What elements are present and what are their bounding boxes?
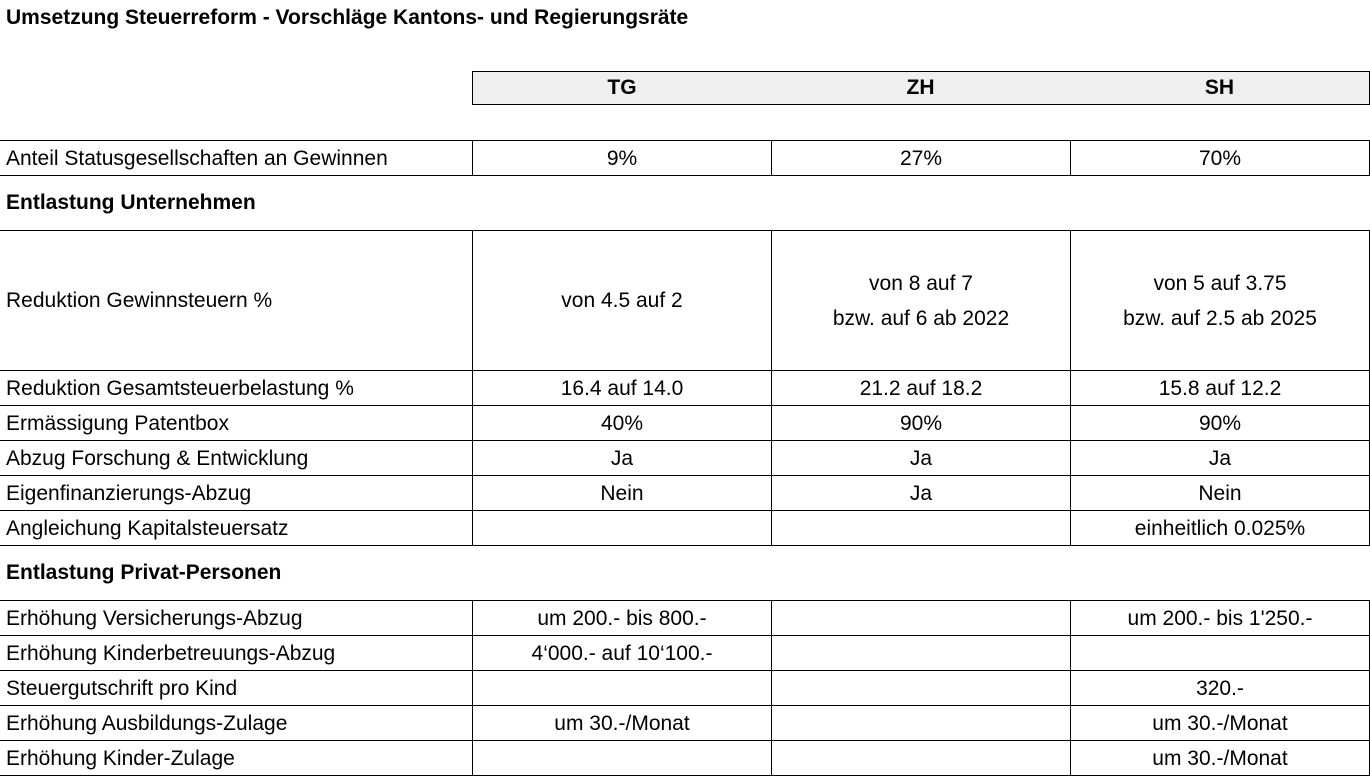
- table-row: [0, 706, 1370, 741]
- cell-text: 320.-: [1196, 676, 1244, 700]
- row-label: Erhöhung Kinder-Zulage: [6, 746, 235, 770]
- cell-sh: [1070, 636, 1370, 670]
- cell-zh: [771, 406, 1070, 440]
- section-heading-private: Entlastung Privat-Personen: [6, 561, 282, 584]
- cell-text: Ja: [1208, 446, 1232, 470]
- row-label: Anteil Statusgesellschaften an Gewinnen: [6, 146, 388, 170]
- cell-tg: [472, 476, 771, 510]
- table-row: [0, 741, 1370, 776]
- cell-tg: [472, 706, 771, 740]
- cell-sh: [1070, 601, 1370, 635]
- cell-zh: [771, 441, 1070, 475]
- cell-zh: [771, 706, 1070, 740]
- row-label: Steuergutschrift pro Kind: [6, 676, 238, 700]
- cell-sh: [1070, 371, 1370, 405]
- cell-text: um 30.-/Monat: [1152, 711, 1288, 735]
- cell-text: Ja: [909, 446, 933, 470]
- cell-text: 21.2 auf 18.2: [859, 376, 983, 400]
- cell-tg: [472, 511, 771, 545]
- cell-text: um 200.- bis 800.-: [537, 606, 707, 630]
- cell-text: Ja: [610, 446, 634, 470]
- table-row: [0, 511, 1370, 546]
- cell-sh: [1070, 671, 1370, 705]
- column-header-tg: TG: [472, 71, 772, 105]
- cell-tg: [472, 671, 771, 705]
- cell-text: von 5 auf 3.75: [1153, 271, 1287, 295]
- table-row: [0, 476, 1370, 511]
- cell-sh: [1070, 706, 1370, 740]
- cell-zh: [771, 671, 1070, 705]
- cell-text: von 8 auf 7: [869, 271, 973, 295]
- cell-sh: [1070, 406, 1370, 440]
- cell-tg: [472, 741, 771, 775]
- cell-text: um 30.-/Monat: [554, 711, 690, 735]
- table-row: [0, 141, 1370, 176]
- page-title: Umsetzung Steuerreform - Vorschläge Kantons- und Regierungsräte: [6, 6, 689, 29]
- cell-zh: [771, 231, 1070, 370]
- cell-tg: [472, 231, 771, 370]
- table-row: [0, 671, 1370, 706]
- row-label: Reduktion Gewinnsteuern %: [6, 289, 273, 312]
- cell-text: von 4.5 auf 2: [561, 289, 683, 312]
- cell-text: Nein: [600, 481, 644, 505]
- cell-text: 40%: [600, 411, 644, 435]
- cell-sh: [1070, 441, 1370, 475]
- cell-text: um 30.-/Monat: [1152, 746, 1288, 770]
- table-row: [0, 441, 1370, 476]
- row-label: Eigenfinanzierungs-Abzug: [6, 481, 252, 505]
- cell-sh: [1070, 511, 1370, 545]
- row-label: Ermässigung Patentbox: [6, 411, 229, 435]
- cell-tg: [472, 441, 771, 475]
- cell-zh: [771, 636, 1070, 670]
- table-row: [0, 636, 1370, 671]
- row-label: Reduktion Gesamtsteuerbelastung %: [6, 376, 354, 400]
- table-row: [0, 601, 1370, 636]
- cell-text: einheitlich 0.025%: [1134, 516, 1306, 540]
- cell-text: um 200.- bis 1'250.-: [1127, 606, 1313, 630]
- table-row: [0, 371, 1370, 406]
- cell-text: 16.4 auf 14.0: [560, 376, 684, 400]
- cell-tg: [472, 371, 771, 405]
- cell-text: 90%: [899, 411, 943, 435]
- column-header-zh: ZH: [771, 71, 1071, 105]
- cell-zh: [771, 511, 1070, 545]
- section-heading-companies: Entlastung Unternehmen: [6, 191, 256, 214]
- cell-sh: [1070, 741, 1370, 775]
- cell-zh: [771, 601, 1070, 635]
- cell-sh: [1070, 231, 1370, 370]
- row-label: Erhöhung Ausbildungs-Zulage: [6, 711, 288, 735]
- cell-text: bzw. auf 6 ab 2022: [832, 306, 1010, 330]
- table-row: [0, 231, 1370, 371]
- cell-zh: [771, 371, 1070, 405]
- cell-text: Ja: [909, 481, 933, 505]
- cell-zh: 27%: [771, 141, 1070, 175]
- cell-text: bzw. auf 2.5 ab 2025: [1123, 306, 1317, 330]
- cell-zh: [771, 476, 1070, 510]
- companies-table: [0, 230, 1370, 546]
- cell-tg: [472, 601, 771, 635]
- cell-text: 15.8 auf 12.2: [1158, 376, 1282, 400]
- cell-sh: [1070, 476, 1370, 510]
- table-row: [0, 406, 1370, 441]
- cell-text: 90%: [1198, 411, 1242, 435]
- cell-zh: [771, 741, 1070, 775]
- private-table: [0, 600, 1370, 776]
- row-label: Abzug Forschung & Entwicklung: [6, 446, 309, 470]
- cell-tg: 9%: [472, 141, 771, 175]
- cell-tg: [472, 406, 771, 440]
- row-label: Erhöhung Versicherungs-Abzug: [6, 606, 303, 630]
- cell-sh: 70%: [1070, 141, 1370, 175]
- cell-tg: [472, 636, 771, 670]
- cell-text: Nein: [1198, 481, 1242, 505]
- row-label: Erhöhung Kinderbetreuungs-Abzug: [6, 641, 336, 665]
- column-header-sh: SH: [1070, 71, 1370, 105]
- status-table: [0, 140, 1370, 176]
- cell-text: 4‘000.- auf 10‘100.-: [531, 641, 713, 665]
- row-label: Angleichung Kapitalsteuersatz: [6, 516, 289, 540]
